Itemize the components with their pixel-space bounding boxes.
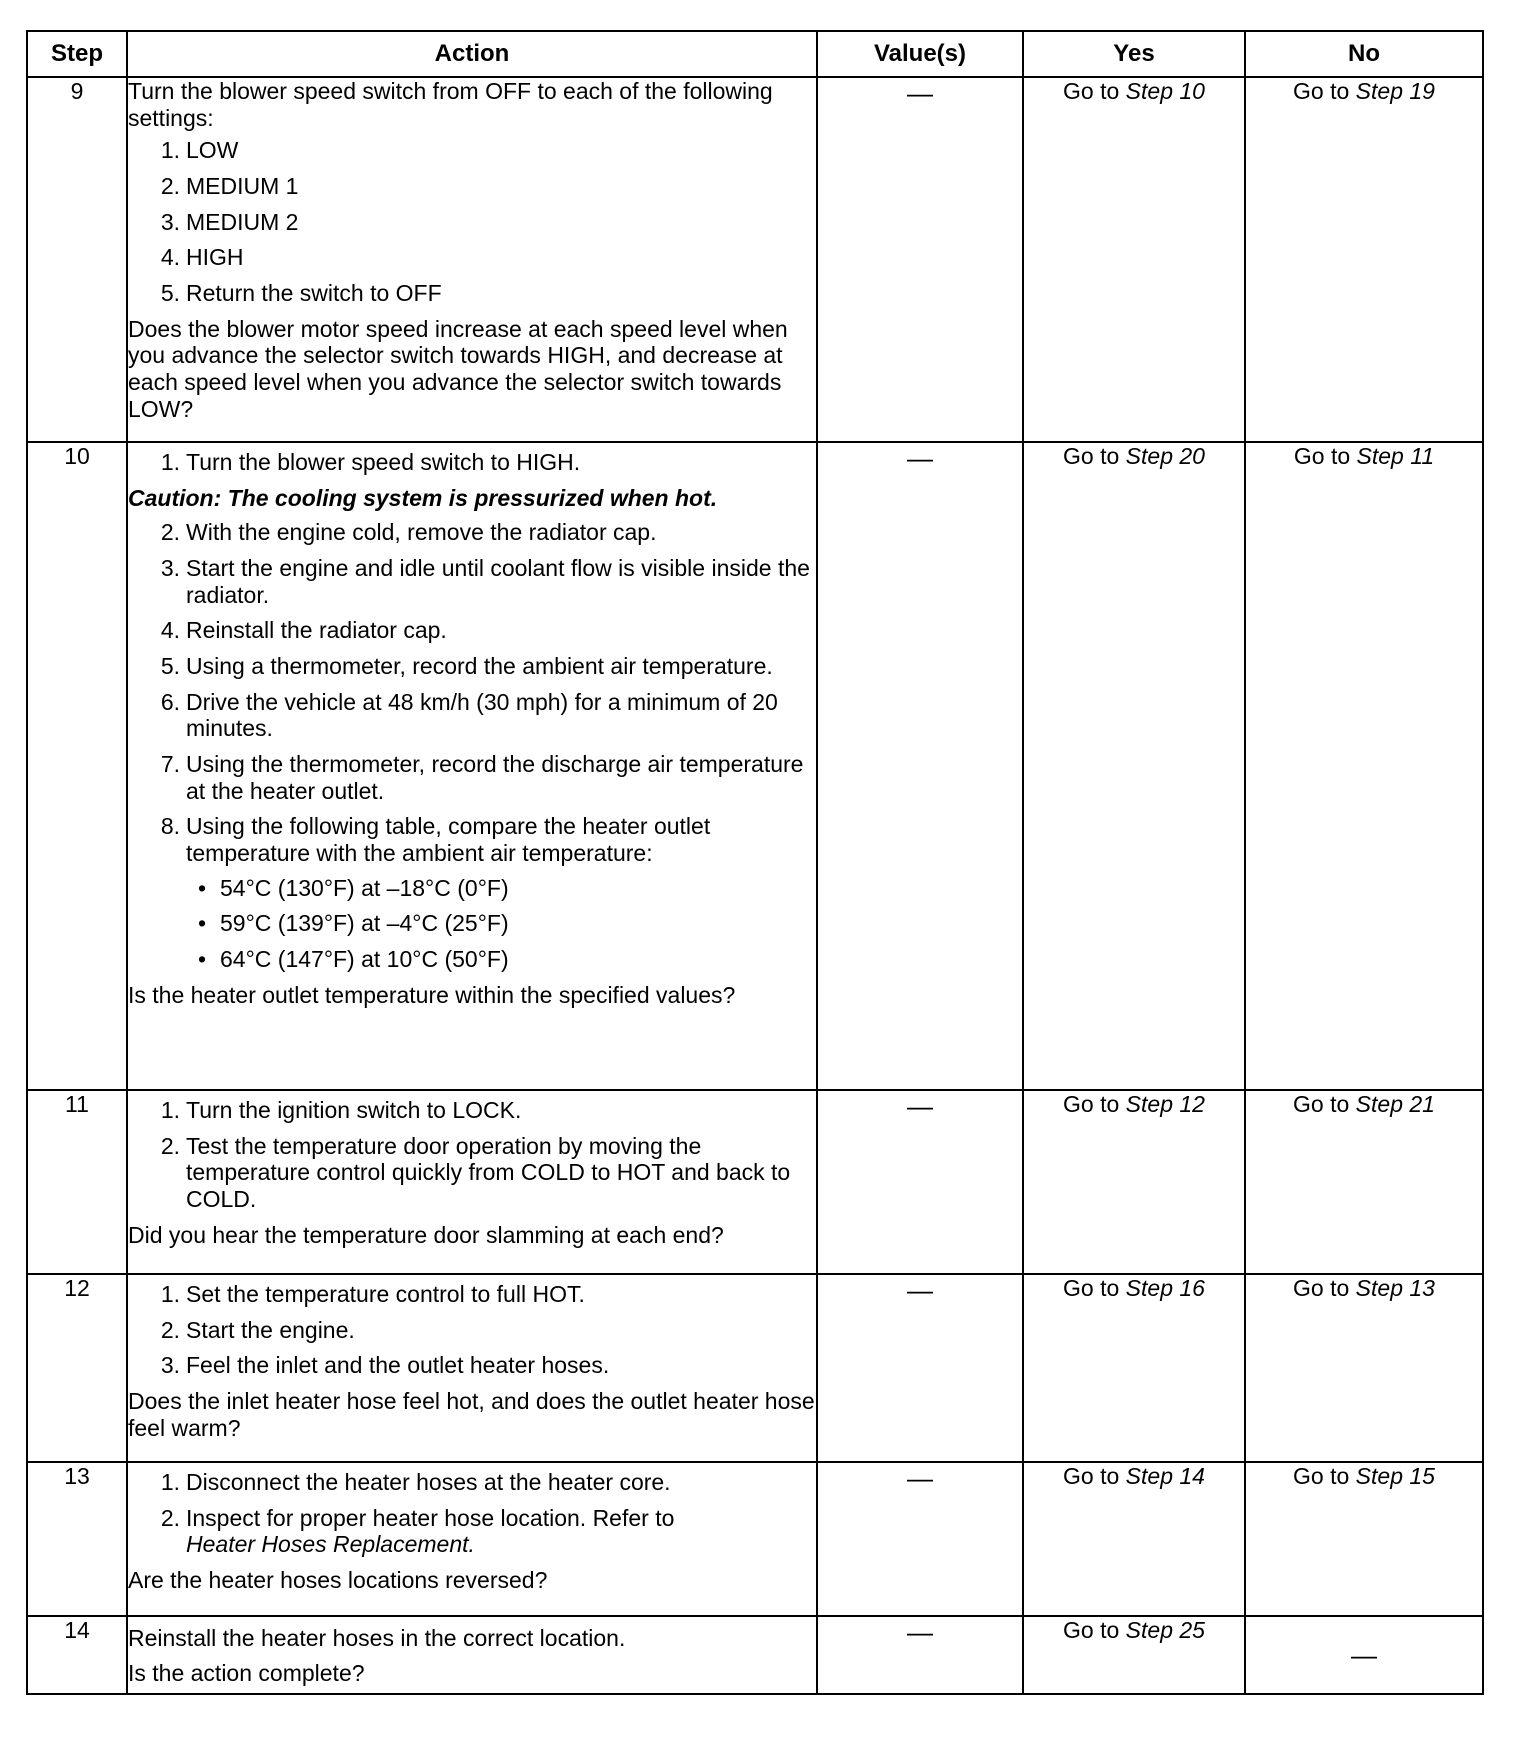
no-cell: Go to Step 19 xyxy=(1245,77,1483,442)
no-cell: — xyxy=(1245,1616,1483,1694)
no-cell: Go to Step 11 xyxy=(1245,442,1483,1090)
action-question: Is the action complete? xyxy=(128,1659,365,1686)
yes-cell: Go to Step 10 xyxy=(1023,77,1245,442)
action-list xyxy=(128,1097,816,1213)
list-item: 3. Feel the inlet and the outlet heater hoses. xyxy=(160,1352,610,1379)
value-cell: — xyxy=(817,77,1023,442)
list-item: 2. MEDIUM 1 xyxy=(160,173,299,200)
table-row-step-14 xyxy=(27,1616,1483,1694)
reference-link[interactable]: Heater Hoses Replacement. xyxy=(186,1531,475,1558)
list-item: 5. Using a thermometer, record the ambient air temperature. xyxy=(160,653,773,680)
list-item: 1. Disconnect the heater hoses at the heater core. xyxy=(160,1469,671,1495)
step-number: 10 xyxy=(27,442,127,1090)
diagnostic-page xyxy=(26,30,1482,1695)
action-question: Does the inlet heater hose feel hot, and does the outlet heater hose feel warm? xyxy=(128,1388,815,1441)
action-cell xyxy=(127,1090,817,1274)
action-intro: Turn the blower speed switch from OFF to each of the following settings: xyxy=(128,78,773,131)
action-cell xyxy=(127,1274,817,1462)
list-item: 2. Inspect for proper heater hose location. Refer to Heater Hoses Replacement. xyxy=(160,1504,675,1558)
list-item: 6. Drive the vehicle at 48 km/h (30 mph) for a minimum of 20 minutes. xyxy=(160,688,778,742)
table-row-step-11 xyxy=(27,1090,1483,1274)
caution-note: Caution: The cooling system is pressurized when hot. xyxy=(128,484,718,511)
value-cell: — xyxy=(817,1090,1023,1274)
list-item: 1. Set the temperature control to full HOT. xyxy=(160,1281,585,1307)
step-number: 14 xyxy=(27,1616,127,1694)
step-number: 13 xyxy=(27,1462,127,1616)
value-cell: — xyxy=(817,1274,1023,1462)
action-cell xyxy=(127,77,817,442)
bullet-item: • 64°C (147°F) at 10°C (50°F) xyxy=(198,946,509,973)
list-item: 4. HIGH xyxy=(160,244,244,271)
yes-cell: Go to Step 14 xyxy=(1023,1462,1245,1616)
yes-step-link: Step 12 xyxy=(1125,1091,1205,1117)
value-cell: — xyxy=(817,1462,1023,1616)
header-step: Step xyxy=(27,31,127,77)
table-row-step-10 xyxy=(27,442,1483,1090)
no-cell: Go to Step 15 xyxy=(1245,1462,1483,1616)
list-item: 8. Using the following table, compare the heater outlet temperature with the ambient air temperature: • 54°C (130°F) at –18°C (0°F) • 59°C (139°F) at –4°C (25°F) • 64°C (147°F) at 10°C (50°F) xyxy=(128,813,816,972)
yes-cell: Go to Step 12 xyxy=(1023,1090,1245,1274)
list-item: 4. Reinstall the radiator cap. xyxy=(160,617,447,644)
action-question: Does the blower motor speed increase at each speed level when you advance the selector switch towards HIGH, and decrease at each speed level when you advance the selector switch towards LOW? xyxy=(128,315,788,422)
action-list xyxy=(128,449,816,476)
yes-step-link: Step 10 xyxy=(1125,78,1205,104)
no-step-link: Step 15 xyxy=(1355,1463,1435,1489)
yes-cell: Go to Step 16 xyxy=(1023,1274,1245,1462)
list-item: 1. LOW xyxy=(160,137,239,164)
list-item: 2. Test the temperature door operation by moving the temperature control quickly from COLD to HOT and back to COLD. xyxy=(160,1132,791,1213)
yes-step-link: Step 25 xyxy=(1125,1617,1205,1643)
list-item: 3. Start the engine and idle until coolant flow is visible inside the radiator. xyxy=(160,555,810,608)
header-yes: Yes xyxy=(1023,31,1245,77)
temperature-list xyxy=(186,875,816,973)
action-question: Did you hear the temperature door slamming at each end? xyxy=(128,1221,724,1248)
action-list xyxy=(128,1281,816,1379)
no-cell: Go to Step 21 xyxy=(1245,1090,1483,1274)
table-row-step-13 xyxy=(27,1462,1483,1616)
yes-step-link: Step 14 xyxy=(1125,1463,1205,1489)
step-number: 11 xyxy=(27,1090,127,1274)
list-item: 1. Turn the ignition switch to LOCK. xyxy=(160,1097,522,1123)
action-list xyxy=(128,1469,816,1558)
table-row-step-9 xyxy=(27,77,1483,442)
no-step-link: Step 21 xyxy=(1355,1091,1435,1117)
no-step-link: Step 11 xyxy=(1356,443,1435,469)
list-item: 7. Using the thermometer, record the discharge air temperature at the heater outlet. xyxy=(160,751,804,804)
list-item: 1. Turn the blower speed switch to HIGH. xyxy=(160,449,581,475)
action-cell xyxy=(127,1462,817,1616)
yes-cell: Go to Step 20 xyxy=(1023,442,1245,1090)
list-item: 3. MEDIUM 2 xyxy=(160,208,299,235)
list-item: 5. Return the switch to OFF xyxy=(160,280,442,307)
header-values: Value(s) xyxy=(817,31,1023,77)
action-cell xyxy=(127,442,817,1090)
action-question: Is the heater outlet temperature within the specified values? xyxy=(128,981,736,1008)
action-list xyxy=(128,519,816,972)
yes-cell: Go to Step 25 xyxy=(1023,1616,1245,1694)
no-step-link: Step 13 xyxy=(1355,1275,1435,1301)
list-item: 2. Start the engine. xyxy=(160,1316,355,1343)
list-item: 2. With the engine cold, remove the radiator cap. xyxy=(160,519,657,546)
step-number: 12 xyxy=(27,1274,127,1462)
yes-step-link: Step 20 xyxy=(1125,443,1205,469)
diagnostic-table xyxy=(26,30,1484,1695)
step-number: 9 xyxy=(27,77,127,442)
action-question: Are the heater hoses locations reversed? xyxy=(128,1567,548,1594)
bullet-item: • 54°C (130°F) at –18°C (0°F) xyxy=(198,874,509,901)
yes-step-link: Step 16 xyxy=(1125,1275,1205,1301)
action-text: Reinstall the heater hoses in the correct location. xyxy=(128,1625,626,1651)
action-cell xyxy=(127,1616,817,1694)
value-cell: — xyxy=(817,442,1023,1090)
header-action: Action xyxy=(127,31,817,77)
no-cell: Go to Step 13 xyxy=(1245,1274,1483,1462)
no-step-link: Step 19 xyxy=(1355,78,1435,104)
table-row-step-12 xyxy=(27,1274,1483,1462)
action-list xyxy=(128,137,816,306)
bullet-item: • 59°C (139°F) at –4°C (25°F) xyxy=(198,910,509,937)
header-no: No xyxy=(1245,31,1483,77)
header-row xyxy=(27,31,1483,77)
value-cell: — xyxy=(817,1616,1023,1694)
